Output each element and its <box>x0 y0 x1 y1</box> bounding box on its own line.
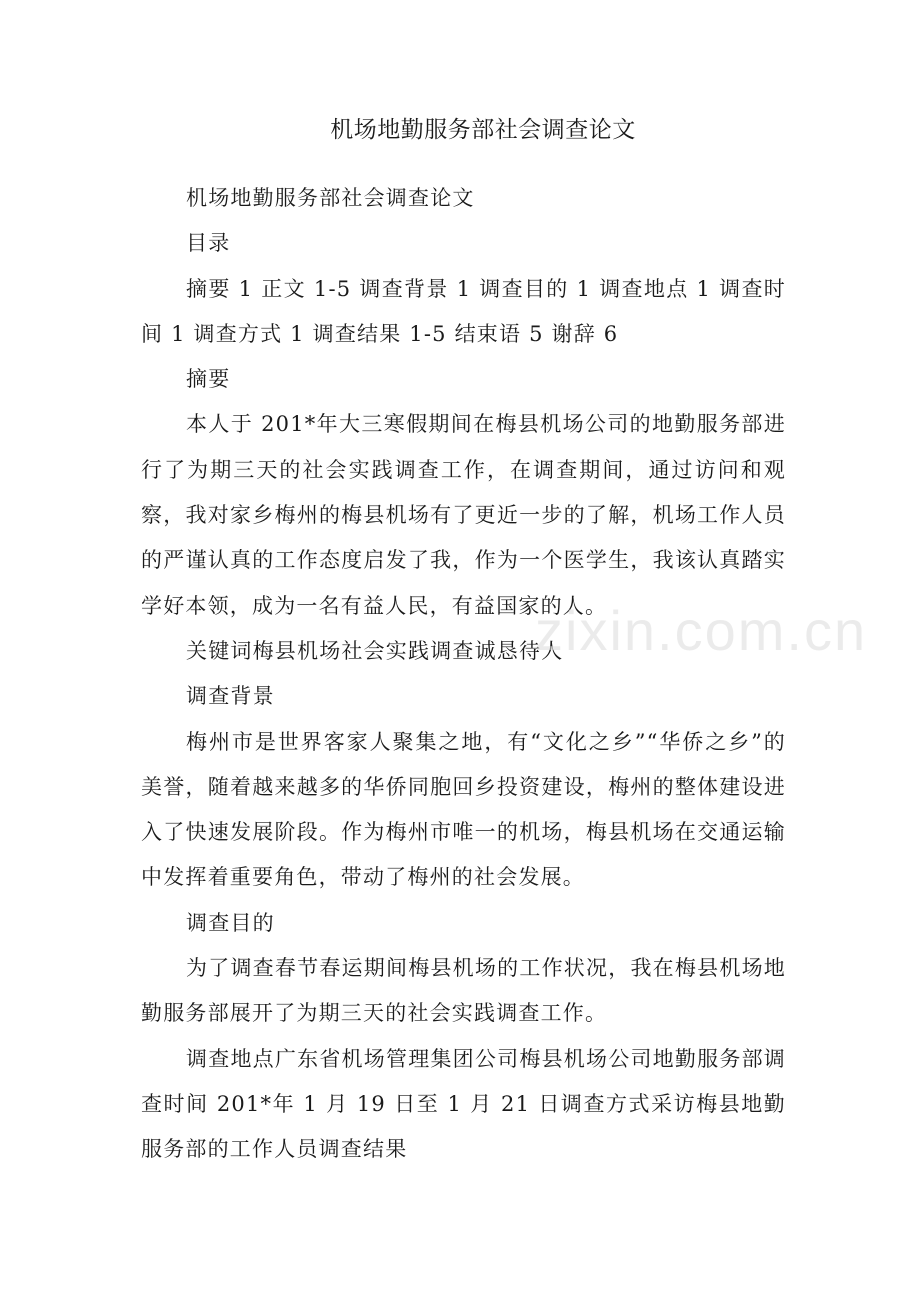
document-body <box>141 176 786 1173</box>
background-heading: 调查背景 <box>186 684 275 709</box>
purpose-paragraph: 为了调查春节春运期间梅县机场的工作状况，我在梅县机场地勤服务部展开了为期三天的社会实践调查工作。 <box>141 956 786 1026</box>
toc-entries: 摘要 1 正文 1-5 调查背景 1 调查目的 1 调查地点 1 调查时间 1 调查方式 1 调查结果 1-5 结束语 5 谢辞 6 <box>141 276 786 346</box>
toc-heading: 目录 <box>186 231 231 256</box>
background-paragraph: 梅州市是世界客家人聚集之地，有“文化之乡”“华侨之乡”的美誉，随着越来越多的华侨同胞回乡投资建设，梅州的整体建设进入了快速发展阶段。作为梅州市唯一的机场，梅县机场在交通运输中发挥着重要角色，带动了梅州的社会发展。 <box>141 729 786 890</box>
abstract-paragraph: 本人于 201*年大三寒假期间在梅县机场公司的地勤服务部进行了为期三天的社会实践调查工作，在调查期间，通过访问和观察，我对家乡梅州的梅县机场有了更近一步的了解，机场工作人员的严谨认真的工作态度启发了我，作为一个医学生，我该认真踏实学好本领，成为一名有益人民，有益国家的人。 <box>141 412 786 618</box>
repeated-title-paragraph: 机场地勤服务部社会调查论文 <box>186 186 475 210</box>
purpose-heading: 调查目的 <box>186 910 275 935</box>
keywords-paragraph: 关键词梅县机场社会实践调查诚恳待人 <box>186 638 564 663</box>
survey-details-paragraph: 调查地点广东省机场管理集团公司梅县机场公司地勤服务部调查时间 201*年 1 月 19 日至 1 月 21 日调查方式采访梅县地勤服务部的工作人员调查结果 <box>141 1046 786 1162</box>
site-watermark: zixin.com.cn <box>535 599 868 662</box>
document-title: 机场地勤服务部社会调查论文 <box>330 117 636 143</box>
abstract-heading: 摘要 <box>186 367 231 392</box>
